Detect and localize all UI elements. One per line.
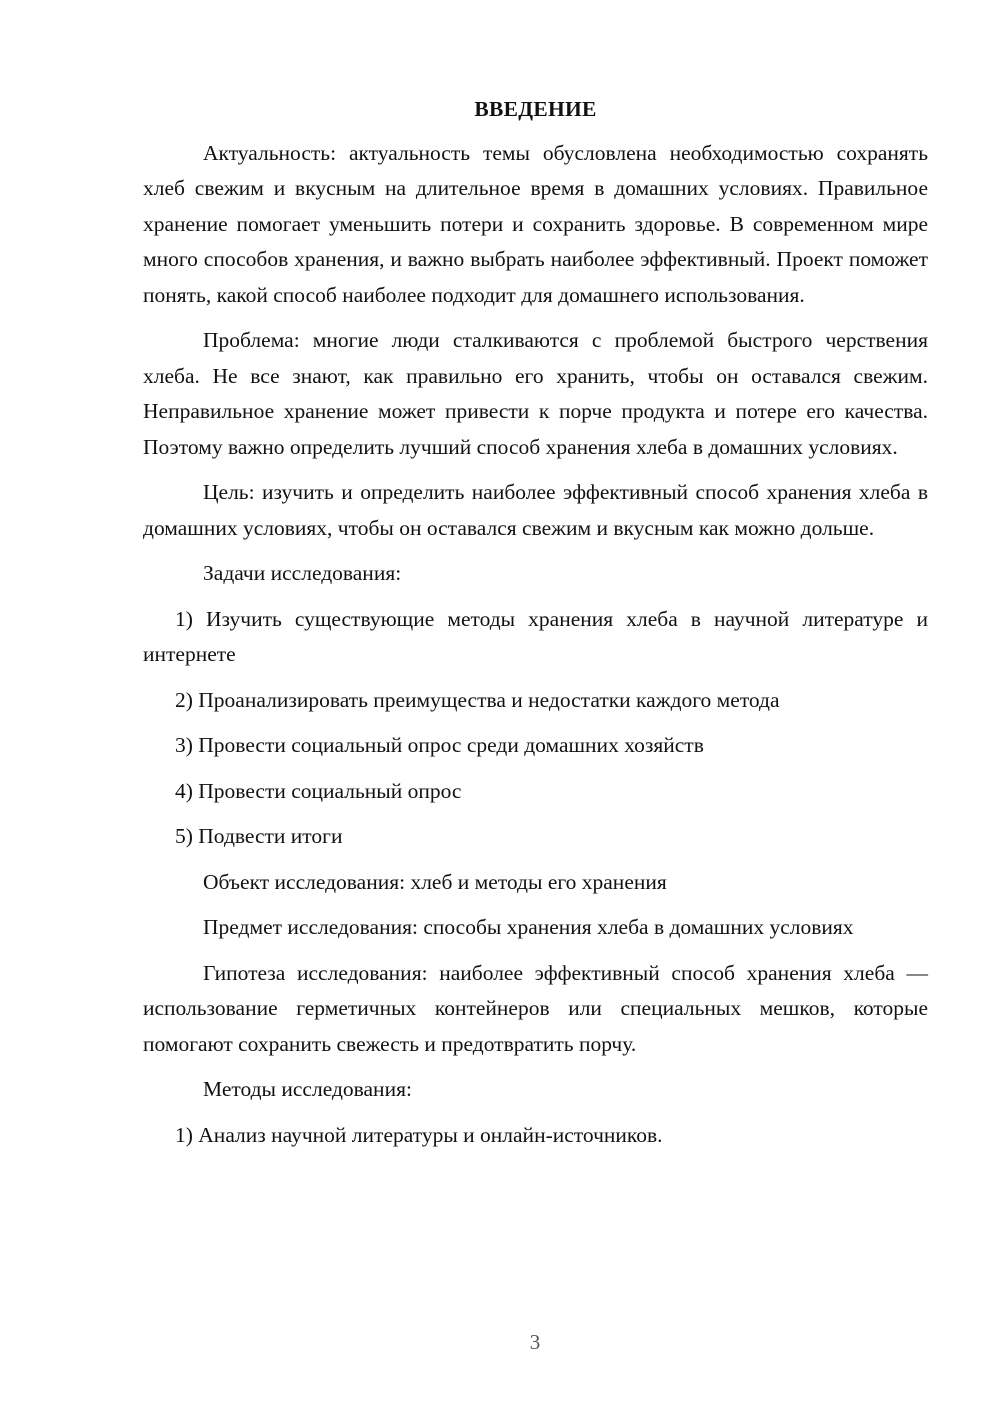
page-number: 3 <box>529 1330 541 1354</box>
hypothesis-paragraph: Гипотеза исследования: наиболее эффективный способ хранения хлеба — использование герметичных контейнеров или специальных мешков, которые помогают сохранить свежесть и предотвратить порчу. <box>143 960 928 1056</box>
goal-paragraph: Цель: изучить и определить наиболее эффективный способ хранения хлеба в домашних условиях, чтобы он оставался свежим и вкусным как можно дольше. <box>143 480 928 540</box>
subject-paragraph: Предмет исследования: способы хранения хлеба в домашних условиях <box>203 915 854 939</box>
tasks-heading: Задачи исследования: <box>203 561 402 585</box>
task-item: 2) Проанализировать преимущества и недостатки каждого метода <box>175 687 780 712</box>
method-item: 1) Анализ научной литературы и онлайн-источников. <box>175 1122 663 1147</box>
document-page <box>143 92 928 1163</box>
task-item: 4) Провести социальный опрос <box>175 778 462 803</box>
problem-paragraph: Проблема: многие люди сталкиваются с проблемой быстрого черствения хлеба. Не все знают, как правильно его хранить, чтобы он оставался свежим. Неправильное хранение может привести к порче продукта и потере его качества. Поэтому важно определить лучший способ хранения хлеба в домашних условиях. <box>143 328 928 459</box>
task-item: 5) Подвести итоги <box>175 824 343 848</box>
object-paragraph: Объект исследования: хлеб и методы его хранения <box>203 869 667 894</box>
task-item: 3) Провести социальный опрос среди домашних хозяйств <box>175 733 704 757</box>
task-item: 1) Изучить существующие методы хранения хлеба в научной литературе и интернете <box>143 606 928 666</box>
methods-heading: Методы исследования: <box>203 1077 412 1101</box>
relevance-paragraph: Актуальность: актуальность темы обусловлена необходимостью сохранять хлеб свежим и вкусным на длительное время в домашних условиях. Правильное хранение помогает уменьшить потери и сохранить здоровье. В современном мире много способов хранения, и важно выбрать наиболее эффективный. Проект поможет понять, какой способ наиболее подходит для домашнего использования. <box>143 140 928 307</box>
page-title: ВВЕДЕНИЕ <box>474 97 597 121</box>
